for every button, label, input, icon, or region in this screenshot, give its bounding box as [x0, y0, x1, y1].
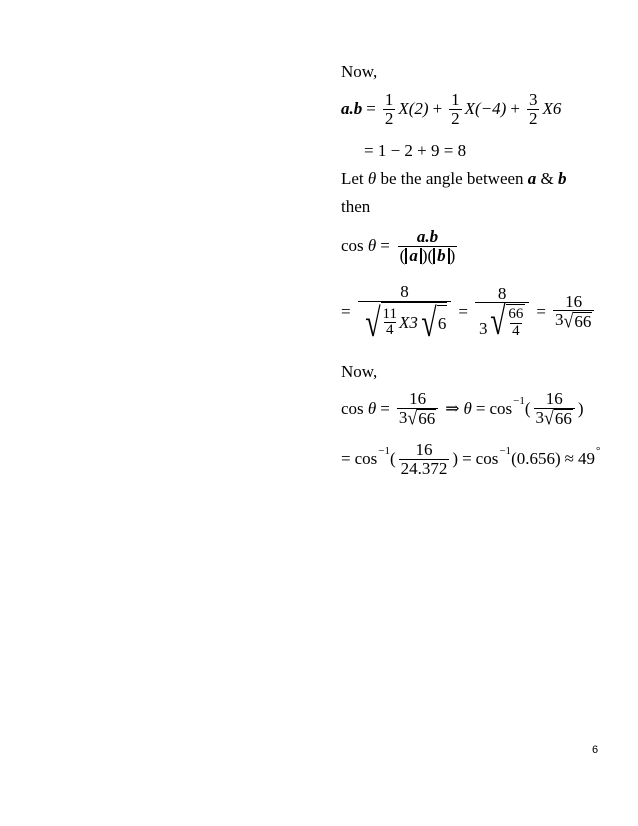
simplification-fraction-3: 16 3 √ 66 [553, 293, 594, 332]
dot-product-equation: a.b = $\frac{1}{2}$ X(2) + $\frac{1}{2}$ X(−4) + $\frac{3}{2}$ X6 [341, 90, 562, 128]
cos-fraction: $\frac{a.b}{( a )( b )}$ [399, 227, 456, 265]
fraction-3: $\frac{3}{2}$ [528, 90, 538, 128]
theta-inverse-equation: cos θ = 16 3 √ 66 ⇒ θ = cos −1 ( 16 3 √ 66 ) [341, 389, 584, 430]
fraction-1: $\frac{1}{2}$ [384, 90, 394, 128]
term-3: X6 [542, 99, 562, 119]
fraction-2: $\frac{1}{2}$ [451, 90, 460, 128]
simplification-fraction-2: 8 3 √ $\frac{66}{4}$ [475, 285, 529, 340]
theta-fraction-2: 16 3 √ 66 [534, 390, 575, 429]
then-label: then [341, 197, 371, 216]
now-label-2: Now, [341, 362, 378, 381]
let-theta-statement: Let θ be the angle between a & b [341, 169, 567, 188]
cos-theta-definition: cos θ = $\frac{a.b}{( a )( b )}$ [341, 228, 461, 265]
theta-degrees: 49 [577, 449, 595, 469]
simplification-fraction-1: 8 √ $\frac{11}{4}$ X3 √ 6 [358, 283, 452, 341]
dot-product-lhs: a.b [341, 99, 363, 119]
dot-product-result: = 1 − 2 + 9 = 8 [364, 141, 467, 160]
term-2: X(−4) [464, 99, 507, 119]
cos-theta-simplification: = 8 √ $\frac{11}{4}$ X3 √ 6 = 8 3 √ $\frac{66}{4}$ = 16 3 √ 66 [341, 283, 597, 341]
theta-result-fraction: $\frac{16}{24.372}$ [400, 440, 448, 478]
page-number: 6 [592, 744, 599, 756]
now-label-1: Now, [341, 62, 378, 81]
term-1: X(2) [398, 99, 429, 119]
theta-result-equation: = cos −1 ( $\frac{16}{24.372}$ ) = cos −1 (0.656) ≈ 49 ° [341, 440, 601, 478]
theta-fraction-1: 16 3 √ 66 [397, 390, 438, 429]
